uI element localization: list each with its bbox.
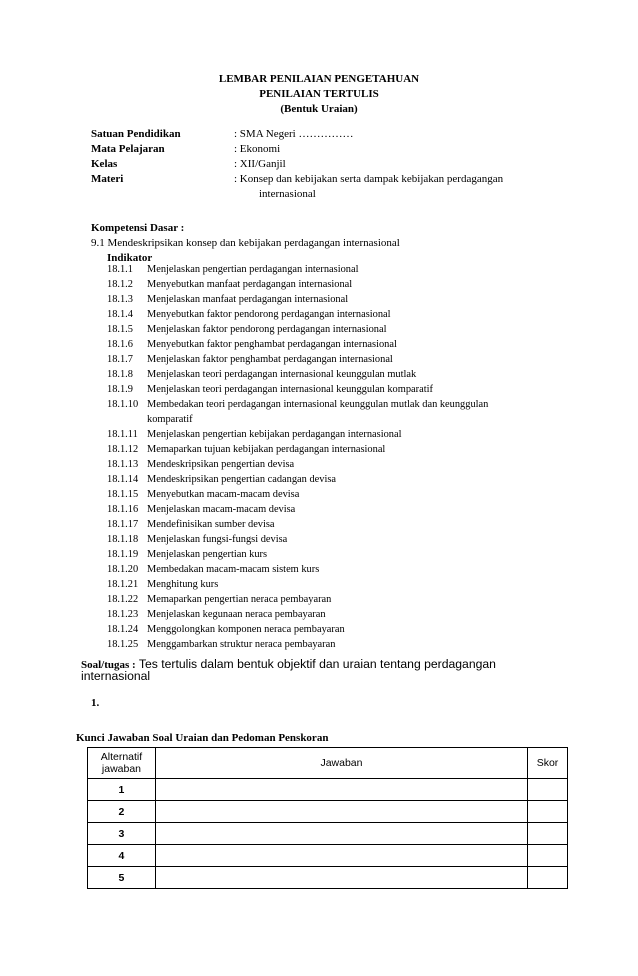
list-item	[107, 442, 385, 457]
answer-cell[interactable]	[155, 801, 527, 823]
list-item	[107, 352, 393, 367]
list-item	[107, 637, 335, 652]
kunci-table	[87, 747, 568, 889]
indicator-number: 18.1.8	[107, 369, 133, 380]
indicator-number: 18.1.19	[107, 549, 139, 560]
table-row	[88, 779, 568, 801]
score-cell[interactable]	[528, 867, 568, 889]
indicator-number: 18.1.2	[107, 279, 133, 290]
indicator-number: 18.1.10	[107, 399, 139, 410]
indicator-text: komparatif	[147, 414, 193, 425]
indicator-text: Menjelaskan manfaat perdagangan internasional	[147, 294, 349, 305]
row-number: 2	[88, 801, 156, 823]
indicator-number: 18.1.22	[107, 594, 139, 605]
indicator-text: Memaparkan pengertian neraca pembayaran	[147, 594, 332, 605]
list-item	[107, 547, 267, 562]
indicator-text: Menyebutkan manfaat perdagangan internasional	[147, 279, 353, 290]
list-item	[107, 502, 295, 517]
indicator-text: Menjelaskan pengertian kebijakan perdagangan internasional	[147, 429, 402, 440]
soal-label: Soal/tugas :	[81, 659, 136, 671]
row-number: 3	[88, 823, 156, 845]
indicator-number: 18.1.4	[107, 309, 133, 320]
indicator-number: 18.1.24	[107, 624, 139, 635]
list-item	[107, 397, 488, 412]
answer-cell[interactable]	[155, 867, 527, 889]
list-item	[107, 472, 336, 487]
identity-label-satuan: Satuan Pendidikan	[91, 128, 181, 140]
indicator-text: Menyebutkan faktor pendorong perdagangan internasional	[147, 309, 391, 320]
list-item	[107, 322, 386, 337]
doc-title-line3: (Bentuk Uraian)	[280, 103, 358, 115]
table-header-row	[88, 748, 568, 779]
indicator-number: 18.1.13	[107, 459, 139, 470]
doc-title-line2: PENILAIAN TERTULIS	[259, 88, 379, 100]
kompetensi-label: Kompetensi Dasar :	[91, 222, 185, 234]
list-item	[107, 607, 326, 622]
indicator-text: Menjelaskan teori perdagangan internasional keunggulan komparatif	[147, 384, 433, 395]
indicator-number: 18.1.16	[107, 504, 139, 515]
list-item	[107, 622, 345, 637]
indicator-text: Menggolongkan komponen neraca pembayaran	[147, 624, 345, 635]
list-item	[107, 517, 275, 532]
indicator-number: 18.1.25	[107, 639, 139, 650]
indicator-number: 18.1.11	[107, 429, 138, 440]
score-cell[interactable]	[528, 823, 568, 845]
list-item	[107, 307, 391, 322]
answer-cell[interactable]	[155, 779, 527, 801]
indicator-text: Menggambarkan struktur neraca pembayaran	[147, 639, 336, 650]
indicator-text: Menjelaskan faktor penghambat perdagangan internasional	[147, 354, 393, 365]
list-item	[107, 262, 358, 277]
row-number: 5	[88, 867, 156, 889]
table-row	[88, 867, 568, 889]
list-item	[107, 562, 319, 577]
table-row	[88, 845, 568, 867]
indicator-text: Menjelaskan pengertian kurs	[147, 549, 268, 560]
table-row	[88, 823, 568, 845]
list-item	[107, 592, 331, 607]
indicator-text: Mendefinisikan sumber devisa	[147, 519, 275, 530]
indicator-text: Menjelaskan kegunaan neraca pembayaran	[147, 609, 326, 620]
kompetensi-kd: 9.1 Mendeskripsikan konsep dan kebijakan perdagangan internasional	[91, 237, 400, 249]
header-jawaban: Jawaban	[155, 748, 527, 779]
identity-value-satuan: : SMA Negeri ……………	[234, 128, 354, 140]
table-row	[88, 801, 568, 823]
list-item	[107, 337, 397, 352]
answer-cell[interactable]	[155, 823, 527, 845]
header-skor: Skor	[528, 748, 568, 779]
indicator-text: Membedakan teori perdagangan internasional keunggulan mutlak dan keunggulan	[147, 399, 489, 410]
indicator-text: Mendeskripsikan pengertian devisa	[147, 459, 295, 470]
header-alternatif	[88, 748, 156, 779]
indicator-number: 18.1.23	[107, 609, 139, 620]
list-item	[107, 532, 287, 547]
indicator-text: Menghitung kurs	[147, 579, 219, 590]
soal-text-cont: internasional	[81, 669, 151, 683]
indicator-number: 18.1.12	[107, 444, 139, 455]
header-alternatif-line1: Alternatif	[100, 751, 143, 763]
indicator-text: Membedakan macam-macam sistem kurs	[147, 564, 320, 575]
indicator-text: Menjelaskan faktor pendorong perdagangan internasional	[147, 324, 387, 335]
indicator-number: 18.1.21	[107, 579, 139, 590]
row-number: 1	[88, 779, 156, 801]
score-cell[interactable]	[528, 845, 568, 867]
indicator-text: Memaparkan tujuan kebijakan perdagangan internasional	[147, 444, 386, 455]
identity-value-mapel: : Ekonomi	[234, 143, 281, 155]
list-item	[107, 487, 299, 502]
list-item	[107, 382, 433, 397]
indicator-number: 18.1.18	[107, 534, 139, 545]
list-item	[107, 457, 294, 472]
list-item	[107, 427, 401, 442]
header-alternatif-line2: jawaban	[101, 763, 142, 775]
identity-label-kelas: Kelas	[91, 158, 118, 170]
indicator-number: 18.1.20	[107, 564, 139, 575]
list-item	[107, 577, 218, 592]
indicator-text: Menjelaskan teori perdagangan internasional keunggulan mutlak	[147, 369, 417, 380]
indicator-number: 18.1.1	[107, 264, 133, 275]
indicator-number: 18.1.5	[107, 324, 133, 335]
indicator-text: Menjelaskan macam-macam devisa	[147, 504, 296, 515]
indicator-number: 18.1.3	[107, 294, 133, 305]
score-cell[interactable]	[528, 801, 568, 823]
doc-title-line1: LEMBAR PENILAIAN PENGETAHUAN	[218, 73, 420, 85]
identity-value-materi-cont: internasional	[259, 188, 316, 200]
list-item	[107, 292, 348, 307]
indicator-text: Menjelaskan pengertian perdagangan internasional	[147, 264, 359, 275]
soal-item-number: 1.	[91, 697, 100, 709]
indicator-number: 18.1.15	[107, 489, 139, 500]
indicator-text: Menyebutkan macam-macam devisa	[147, 489, 300, 500]
list-item-continuation	[147, 412, 193, 427]
identity-value-kelas: : XII/Ganjil	[234, 158, 286, 170]
indikator-label: Indikator	[107, 252, 153, 264]
identity-label-materi: Materi	[91, 173, 124, 185]
indicator-text: Menjelaskan fungsi-fungsi devisa	[147, 534, 288, 545]
identity-value-materi: : Konsep dan kebijakan serta dampak kebijakan perdagangan	[234, 173, 504, 185]
row-number: 4	[88, 845, 156, 867]
indicator-number: 18.1.14	[107, 474, 139, 485]
indicator-text: Menyebutkan faktor penghambat perdagangan internasional	[147, 339, 397, 350]
list-item	[107, 277, 352, 292]
indicator-number: 18.1.9	[107, 384, 133, 395]
indicator-text: Mendeskripsikan pengertian cadangan devisa	[147, 474, 336, 485]
indicator-number: 18.1.7	[107, 354, 133, 365]
list-item	[107, 367, 416, 382]
indicator-number: 18.1.6	[107, 339, 133, 350]
indicator-number: 18.1.17	[107, 519, 139, 530]
kunci-title: Kunci Jawaban Soal Uraian dan Pedoman Penskoran	[76, 732, 329, 744]
identity-label-mapel: Mata Pelajaran	[91, 143, 165, 155]
score-cell[interactable]	[528, 779, 568, 801]
answer-cell[interactable]	[155, 845, 527, 867]
soal-text: Tes tertulis dalam bentuk objektif dan uraian tentang perdagangan	[135, 657, 496, 671]
